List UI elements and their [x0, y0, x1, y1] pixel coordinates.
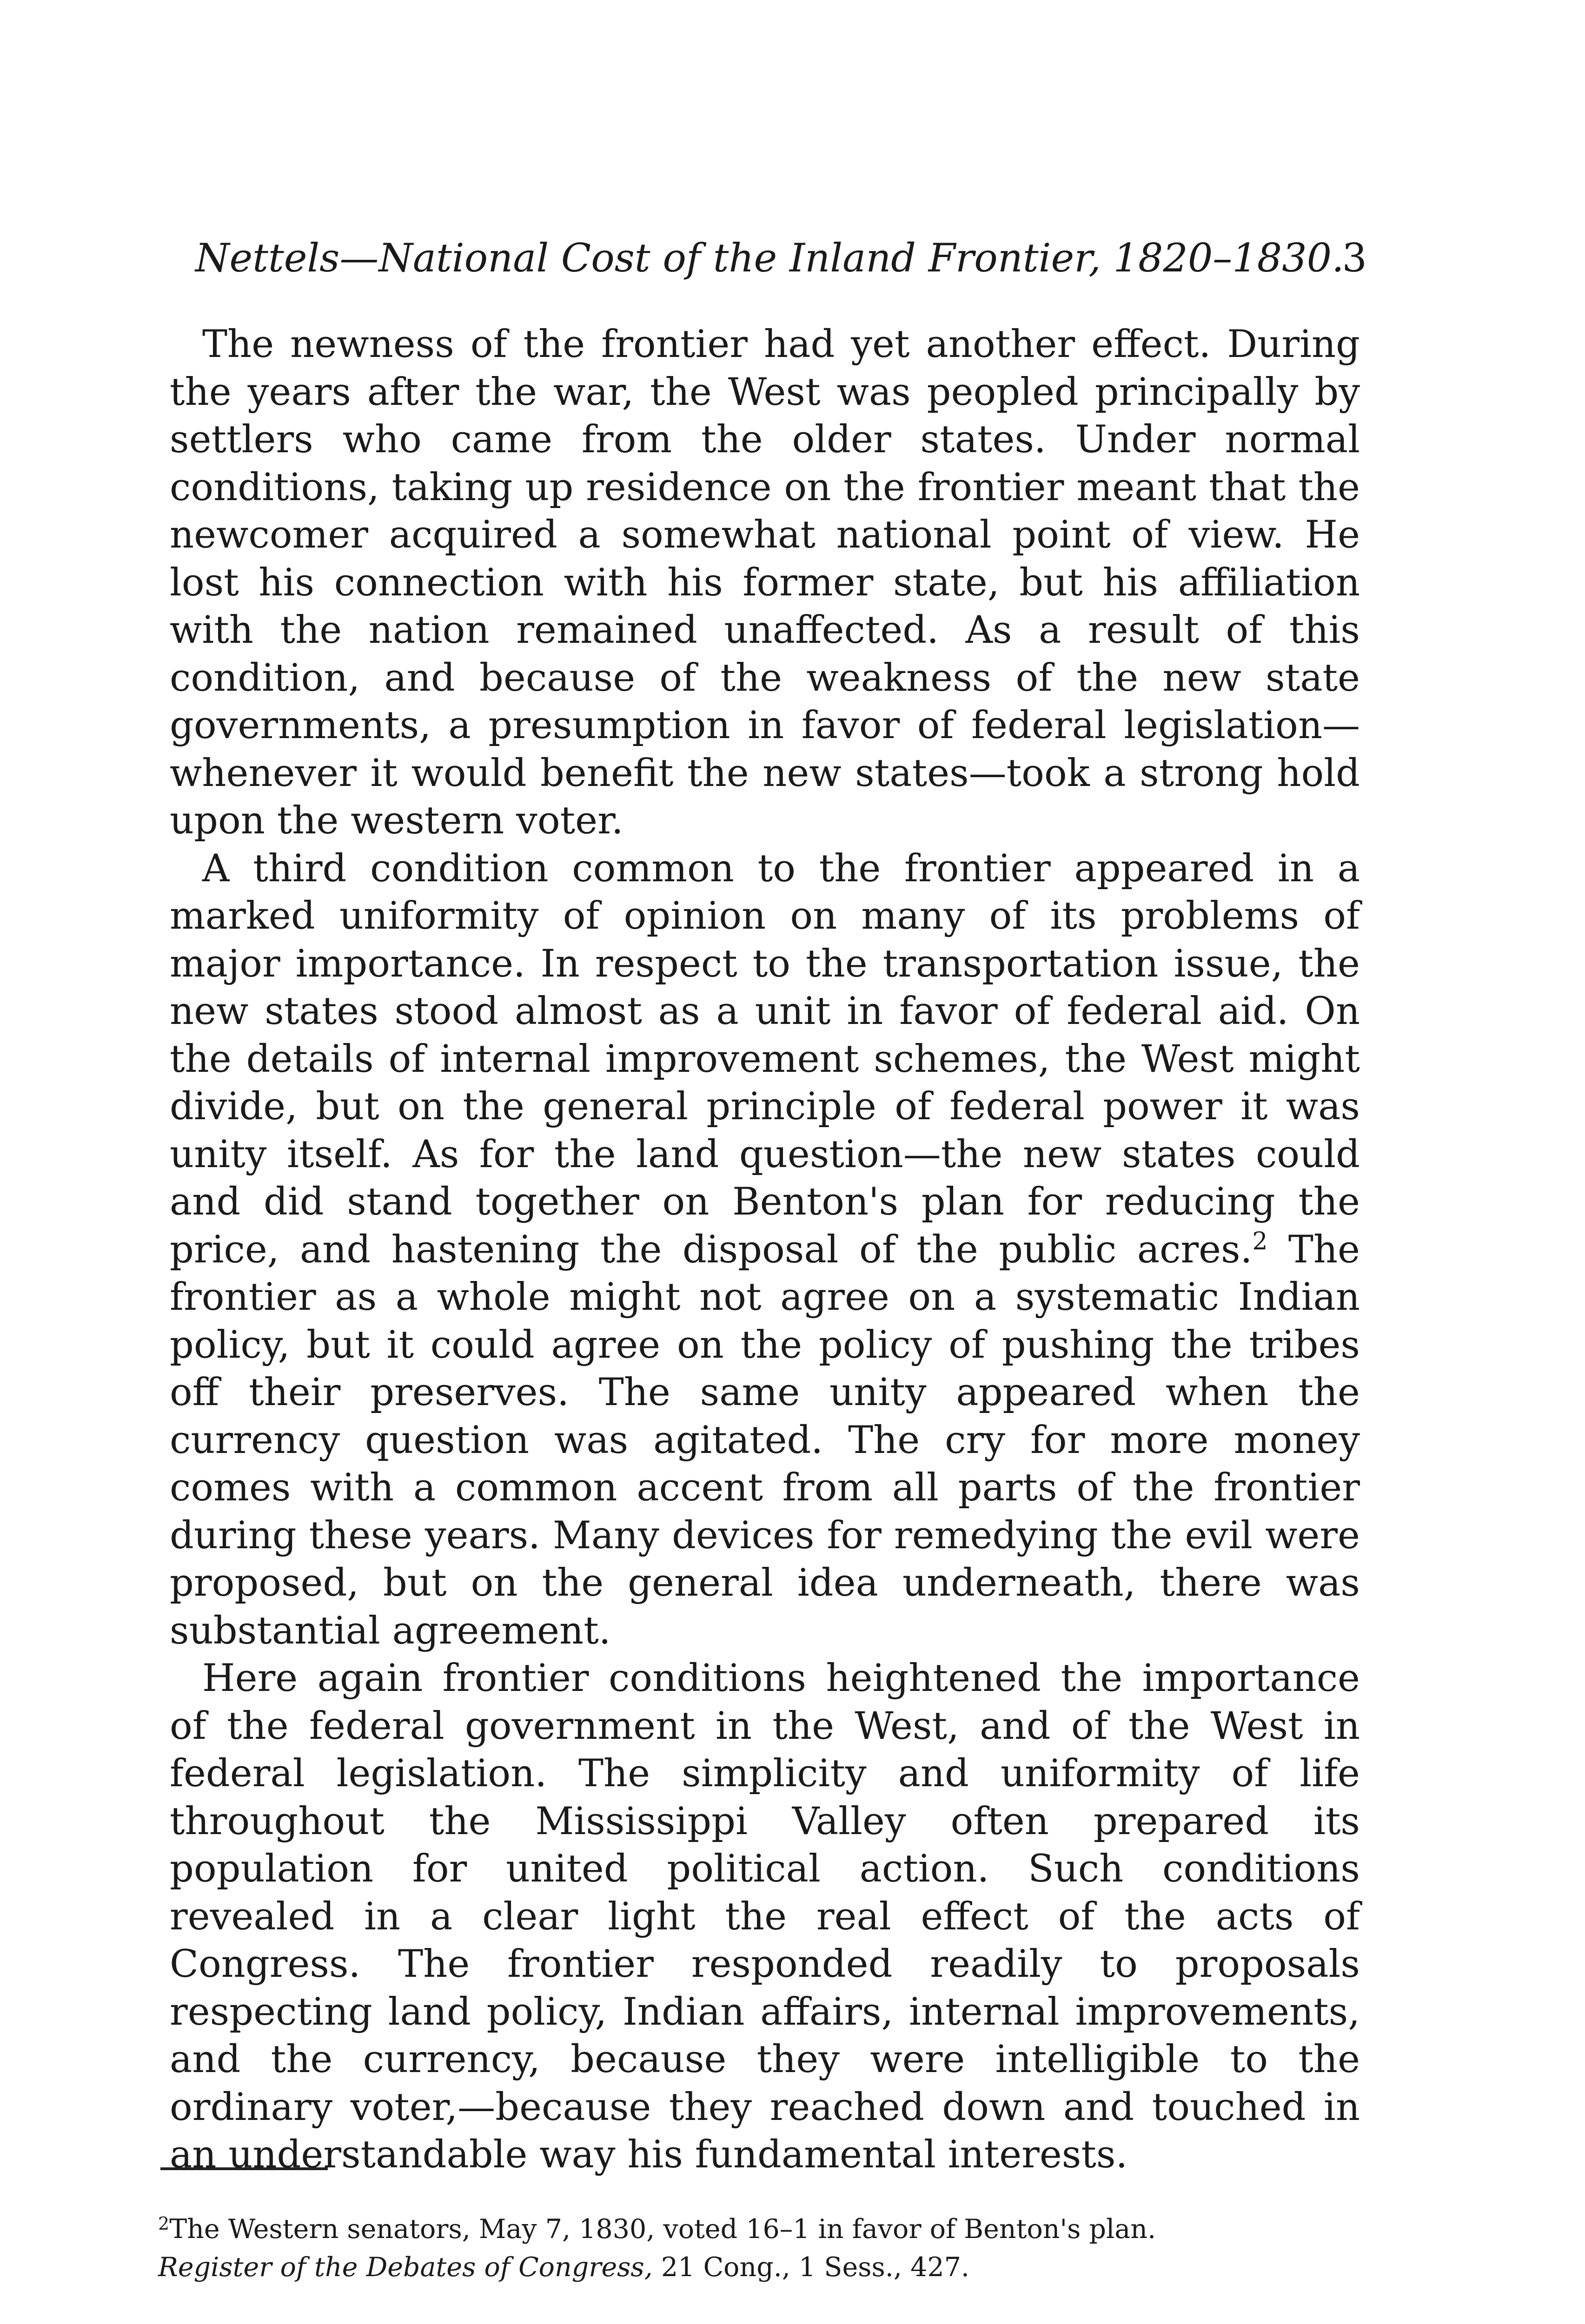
- footnote-source-citation: 21 Cong., 1 Sess., 427.: [652, 2252, 969, 2283]
- footnote: [158, 2210, 1348, 2286]
- footnote-divider: [160, 2167, 328, 2170]
- footnote-marker: 2: [158, 2213, 170, 2234]
- footnote-line-1: [158, 2210, 1348, 2248]
- page-number: 3: [1342, 235, 1367, 281]
- paragraph-2-text-a: A third condition common to the frontier appeared in a marked uniformity of opinion on many of its problems of major importance. In respect to the transportation issue, the new states stood almost as a unit in favor of federal aid. On the details of internal improvement schemes, the West might divide, but on the general principle of federal power it was unity itself. As for the land question—the new states could and did stand together on Benton's plan for reducing the price, and hastening the disposal of the public acres.: [170, 846, 1360, 1272]
- footnote-line-2: [158, 2248, 1348, 2286]
- footnote-text: The Western senators, May 7, 1830, voted 16–1 in favor of Benton's plan.: [169, 2214, 1156, 2245]
- paragraph-2: [170, 845, 1360, 1655]
- paragraph-1: The newness of the frontier had yet another effect. During the years after the war, the West was peopled principally by settlers who came from the older states. Under normal conditions, taking up residence on the frontier meant that the newcomer acquired a somewhat national point of view. He lost his connection with his former state, but his affiliation with the nation remained unaffected. As a result of this condition, and because of the weakness of the new state governments, a presumption in favor of federal legislation—whenever it would benefit the new states—took a strong hold upon the western voter.: [170, 323, 1360, 843]
- paragraph-2-text-b: The frontier as a whole might not agree on a systematic Indian policy, but it could agree on the policy of pushing the tribes off their preserves. The same unity appeared when the currency question was agitated. The cry for more money comes with a common accent from all parts of the frontier during these years. Many devices for remedying the evil were proposed, but on the general idea underneath, there was substantial agreement.: [170, 1228, 1360, 1653]
- footnote-reference: 2: [1252, 1227, 1268, 1255]
- footnote-source-title: Register of the Debates of Congress,: [158, 2252, 653, 2283]
- paragraph-3: Here again frontier conditions heightened the importance of the federal government in the West, and of the West in federal legislation. The simplicity and uniformity of life throughout the Mississippi Valley often prepared its population for united political action. Such conditions revealed in a clear light the real effect of the acts of Congress. The frontier responded readily to proposals respecting land policy, Indian affairs, internal improvements, and the currency, because they were intelligible to the ordinary voter,—because they reached down and touched in an understandable way his fundamental interests.: [170, 1657, 1360, 2177]
- body-text: [170, 321, 1360, 2179]
- running-head: [195, 230, 1367, 286]
- running-title: Nettels—National Cost of the Inland Frontier, 1820–1830.: [195, 235, 1344, 281]
